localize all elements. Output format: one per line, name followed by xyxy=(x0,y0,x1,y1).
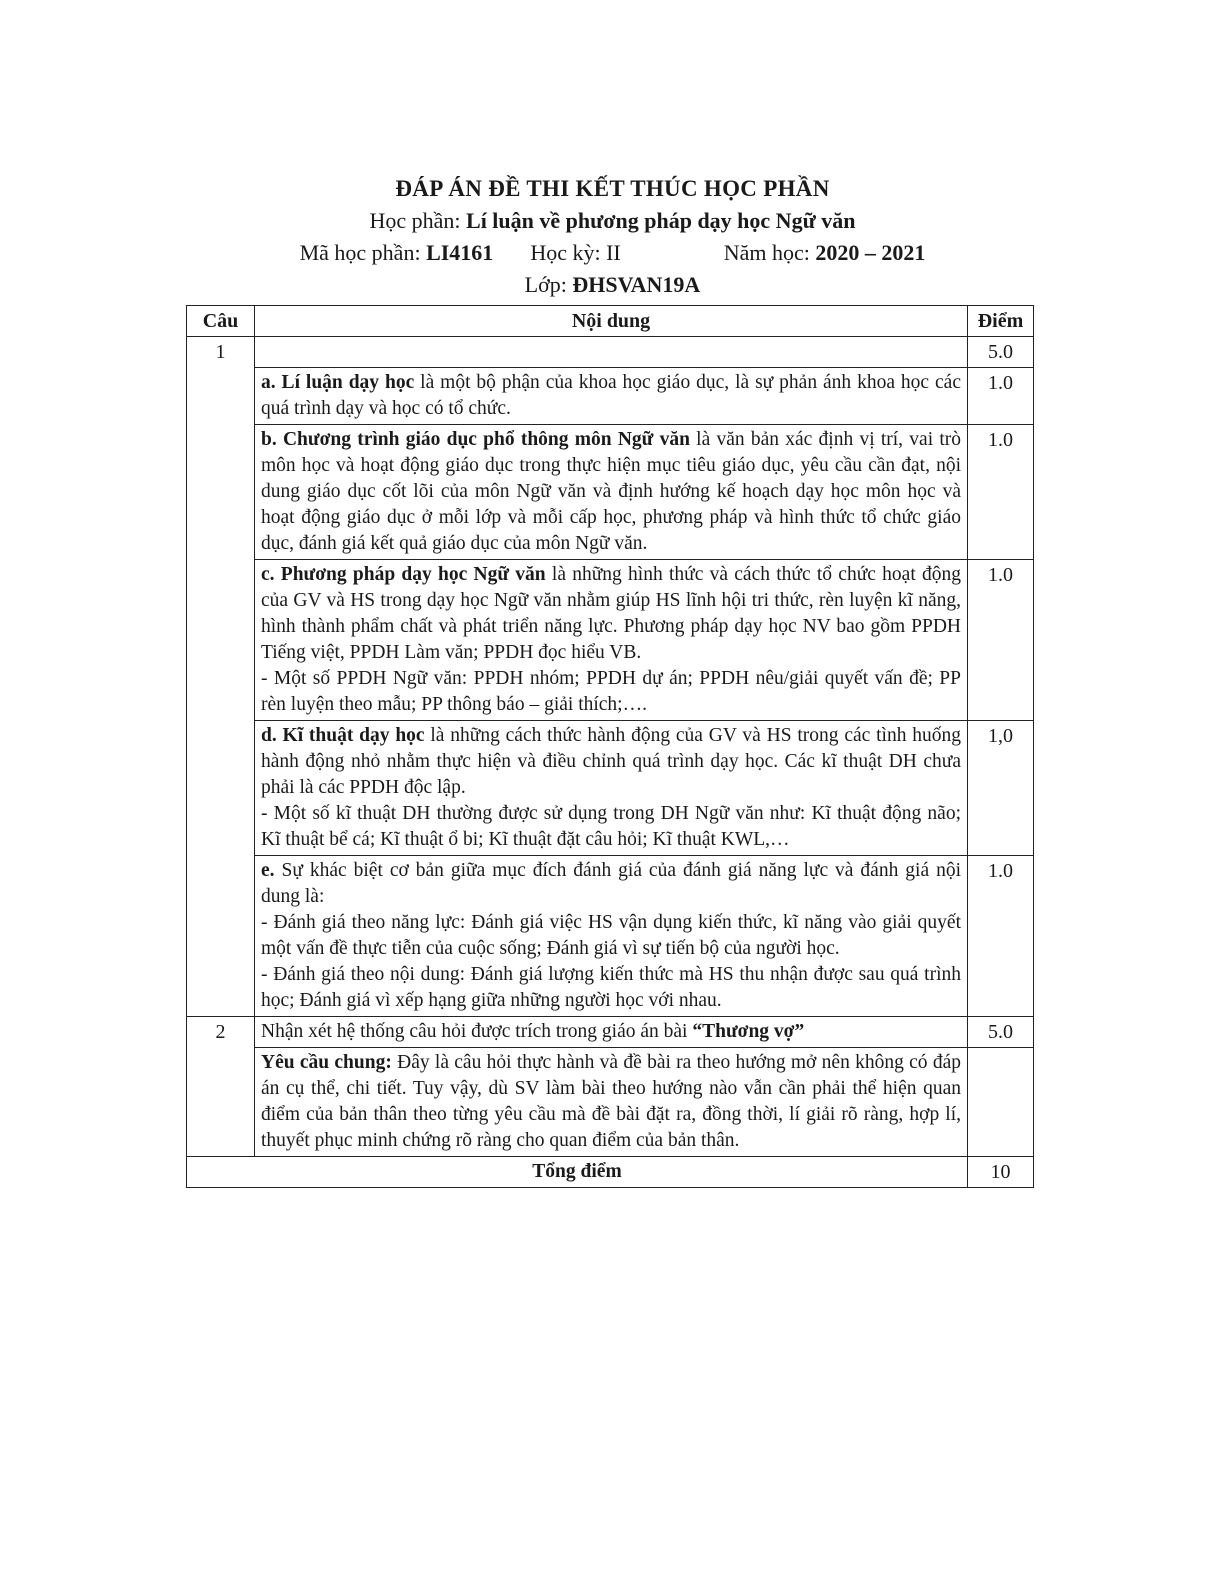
course-line xyxy=(0,208,1225,234)
table-header-row xyxy=(187,306,1034,337)
answer-b-term: b. Chương trình giáo dục phổ thông môn Ngữ văn xyxy=(261,429,690,450)
table-row xyxy=(187,337,1034,368)
answer-c-extra: - Một số PPDH Ngữ văn: PPDH nhóm; PPDH dự án; PPDH nêu/giải quyết vấn đề; PP rèn luyện theo mẫu; PP thông báo – giải thích;…. xyxy=(261,668,961,715)
question-number: 1 xyxy=(187,337,255,1017)
semester-label: Học kỳ: xyxy=(530,240,601,265)
answer-d-term: d. Kĩ thuật dạy học xyxy=(261,725,425,746)
code-label: Mã học phần: xyxy=(299,240,421,265)
answer-c-text: là những hình thức và cách thức tổ chức hoạt động của GV và HS trong dạy học Ngữ văn nhằm giúp HS lĩnh hội tri thức, rèn luyện kĩ năng, hình thành phẩm chất và phát triển năng lực. Phương pháp dạy học NV bao gồm PPDH Tiếng việt, PPDH Làm văn; PPDH đọc hiểu VB. xyxy=(261,564,961,663)
answer-d xyxy=(255,721,968,856)
year-label: Năm học: xyxy=(723,240,810,265)
question-2-requirement xyxy=(255,1048,968,1157)
class-label: Lớp: xyxy=(524,272,567,297)
table-row xyxy=(187,425,1034,560)
answer-a xyxy=(255,368,968,425)
table-row xyxy=(187,721,1034,856)
question-2-prompt-text: Nhận xét hệ thống câu hỏi được trích trong giáo án bài xyxy=(261,1021,693,1042)
answer-c-term: c. Phương pháp dạy học Ngữ văn xyxy=(261,564,546,585)
table-row xyxy=(187,560,1034,721)
question-1-score: 5.0 xyxy=(968,337,1034,368)
class-line xyxy=(0,272,1225,298)
question-1-header-cell xyxy=(255,337,968,368)
answer-e xyxy=(255,856,968,1017)
course-meta-line xyxy=(0,240,1225,266)
answer-d-text: là những cách thức hành động của GV và HS trong các tình huống hành động nhỏ nhằm thực hiện và điều chỉnh quá trình dạy học. Các kĩ thuật DH chưa phải là các PPDH độc lập. xyxy=(261,725,961,798)
question-number: 2 xyxy=(187,1017,255,1157)
course-label: Học phần: xyxy=(369,208,461,233)
col-content-header: Nội dung xyxy=(255,306,968,337)
answer-e-extra-2: - Đánh giá theo nội dung: Đánh giá lượng kiến thức mà HS thu nhận được sau quá trình học; Đánh giá vì xếp hạng giữa những người học với nhau. xyxy=(261,964,961,1011)
code-value: LI4161 xyxy=(426,240,494,265)
total-value: 10 xyxy=(968,1157,1034,1188)
answer-e-term: e. xyxy=(261,860,275,881)
semester-value: II xyxy=(606,240,621,265)
answer-e-score: 1.0 xyxy=(968,856,1034,1017)
answer-d-score: 1,0 xyxy=(968,721,1034,856)
answer-b-score: 1.0 xyxy=(968,425,1034,560)
answer-c xyxy=(255,560,968,721)
answer-d-extra: - Một số kĩ thuật DH thường được sử dụng trong DH Ngữ văn như: Kĩ thuật động não; Kĩ thuật bể cá; Kĩ thuật ổ bi; Kĩ thuật đặt câu hỏi; Kĩ thuật KWL,… xyxy=(261,803,961,850)
answer-a-text: là một bộ phận của khoa học giáo dục, là sự phản ánh khoa học các quá trình dạy và học có tổ chức. xyxy=(261,372,961,419)
answer-e-extra-1: - Đánh giá theo năng lực: Đánh giá việc HS vận dụng kiến thức, kĩ năng vào giải quyết một vấn đề thực tiễn của cuộc sống; Đánh giá vì sự tiến bộ của người học. xyxy=(261,912,961,959)
total-label: Tổng điểm xyxy=(187,1157,968,1188)
requirement-label: Yêu cầu chung: xyxy=(261,1052,392,1073)
answer-table xyxy=(186,305,1034,1188)
table-row xyxy=(187,1017,1034,1048)
col-question-header: Câu xyxy=(187,306,255,337)
requirement-text: Đây là câu hỏi thực hành và đề bài ra theo hướng mở nên không có đáp án cụ thể, chi tiết. Tuy vậy, dù SV làm bài theo hướng nào vẫn cần phải thể hiện quan điểm của bản thân theo từng yêu cầu mà đề bài đặt ra, đồng thời, lí giải rõ ràng, hợp lí, thuyết phục minh chứng rõ ràng cho quan điểm của bản thân. xyxy=(261,1052,961,1151)
question-2-prompt-title: “Thương vợ” xyxy=(692,1021,805,1042)
course-name: Lí luận về phương pháp dạy học Ngữ văn xyxy=(466,208,856,233)
col-score-header: Điểm xyxy=(968,306,1034,337)
answer-e-text: Sự khác biệt cơ bản giữa mục đích đánh giá của đánh giá năng lực và đánh giá nội dung là: xyxy=(261,860,961,907)
question-2-requirement-score xyxy=(968,1048,1034,1157)
answer-b-text: là văn bản xác định vị trí, vai trò môn học và hoạt động giáo dục trong thực hiện mục tiêu giáo dục, yêu cầu cần đạt, nội dung giáo dục cốt lõi của môn Ngữ văn và định hướng kế hoạch dạy học môn học và hoạt động giáo dục ở mỗi lớp và mỗi cấp học, phương pháp và hình thức tổ chức giáo dục, đánh giá kết quả giáo dục của môn Ngữ văn. xyxy=(261,429,962,554)
question-2-score: 5.0 xyxy=(968,1017,1034,1048)
answer-c-score: 1.0 xyxy=(968,560,1034,721)
document-title: ĐÁP ÁN ĐỀ THI KẾT THÚC HỌC PHẦN xyxy=(395,176,830,201)
answer-a-score: 1.0 xyxy=(968,368,1034,425)
answer-a-term: a. Lí luận dạy học xyxy=(261,372,415,393)
class-value: ĐHSVAN19A xyxy=(572,272,701,297)
total-row xyxy=(187,1157,1034,1188)
table-row xyxy=(187,368,1034,425)
table-row xyxy=(187,856,1034,1017)
question-2-prompt xyxy=(255,1017,968,1048)
answer-b xyxy=(255,425,968,560)
table-row xyxy=(187,1048,1034,1157)
year-value: 2020 – 2021 xyxy=(815,240,926,265)
